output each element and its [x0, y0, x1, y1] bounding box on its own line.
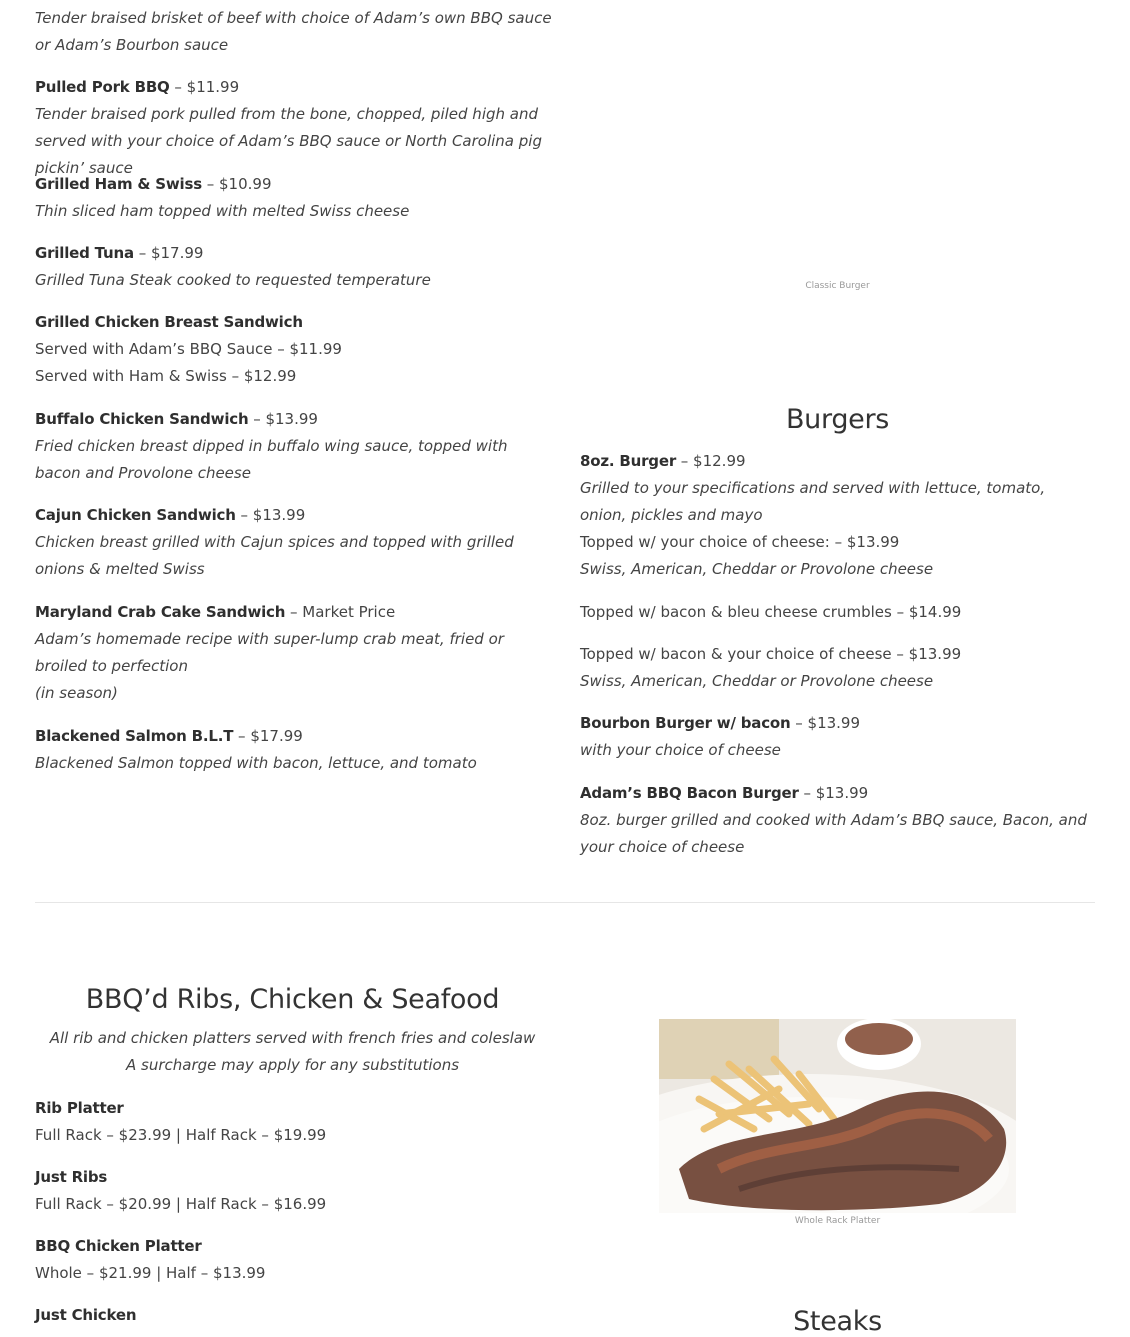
- brisket-description-block: [35, 5, 555, 59]
- item-option: Topped w/ bacon & bleu cheese crumbles – $14.99: [580, 603, 962, 621]
- menu-item-bourbon-burger: [580, 710, 1090, 764]
- item-option: Served with Ham & Swiss – $12.99: [35, 367, 297, 385]
- menu-option-bacon-bleu: [580, 599, 1090, 626]
- item-price: – $10.99: [201, 175, 272, 193]
- item-name: Just Chicken: [35, 1306, 137, 1324]
- item-description: Adam’s homemade recipe with super-lump crab meat, fried or broiled to perfection: [35, 630, 504, 675]
- item-name: 8oz. Burger: [580, 452, 677, 470]
- menu-item-8oz-burger: [580, 448, 1090, 583]
- menu-item-bbq-chicken-platter: [35, 1233, 555, 1287]
- rib-platter-photo: [659, 1019, 1016, 1213]
- menu-item-grilled-tuna: [35, 240, 555, 294]
- item-name: Cajun Chicken Sandwich: [35, 506, 236, 524]
- item-price: – Market Price: [285, 603, 396, 621]
- menu-item-blackened-salmon: [35, 723, 555, 777]
- item-price: – $12.99: [676, 452, 746, 470]
- item-name: Grilled Tuna: [35, 244, 134, 262]
- item-description: with your choice of cheese: [580, 741, 781, 759]
- item-option-description: Swiss, American, Cheddar or Provolone cheese: [580, 560, 934, 578]
- item-description: Chicken breast grilled with Cajun spices and topped with grilled onions & melted Swiss: [35, 533, 514, 578]
- item-name: Grilled Ham & Swiss: [35, 175, 202, 193]
- menu-option-bacon-cheese: [580, 641, 1090, 695]
- item-description: 8oz. burger grilled and cooked with Adam’s BBQ sauce, Bacon, and your choice of cheese: [580, 811, 1087, 856]
- item-name: BBQ Chicken Platter: [35, 1237, 202, 1255]
- burger-photo-caption: Classic Burger: [805, 281, 870, 291]
- item-option: Served with Adam’s BBQ Sauce – $11.99: [35, 340, 342, 358]
- item-description: Blackened Salmon topped with bacon, lettuce, and tomato: [35, 754, 477, 772]
- rib-platter-illustration: [659, 1019, 1016, 1213]
- item-option-description: Swiss, American, Cheddar or Provolone cheese: [580, 672, 934, 690]
- item-description: Tender braised brisket of beef with choice of Adam’s own BBQ sauce or Adam’s Bourbon sauce: [35, 9, 552, 54]
- menu-item-bbq-bacon-burger: [580, 780, 1090, 861]
- item-price: – $13.99: [248, 410, 318, 428]
- item-prices: Whole – $21.99 | Half – $13.99: [35, 1264, 266, 1282]
- item-price: – $11.99: [169, 78, 240, 96]
- menu-item-cajun-chicken: [35, 502, 555, 583]
- item-name: Buffalo Chicken Sandwich: [35, 410, 249, 428]
- item-name: Bourbon Burger w/ bacon: [580, 714, 791, 732]
- item-description: Thin sliced ham topped with melted Swiss cheese: [35, 202, 410, 220]
- ribs-chicken-seafood-heading: BBQ’d Ribs, Chicken & Seafood: [85, 984, 500, 1015]
- item-option: Topped w/ bacon & your choice of cheese – $13.99: [580, 645, 962, 663]
- menu-item-just-chicken: [35, 1302, 555, 1329]
- item-name: Blackened Salmon B.L.T: [35, 727, 234, 745]
- menu-item-rib-platter: [35, 1095, 555, 1149]
- item-name: Maryland Crab Cake Sandwich: [35, 603, 286, 621]
- item-description: Grilled to your specifications and served with lettuce, tomato, onion, pickles and mayo: [580, 479, 1046, 524]
- section-note: A surcharge may apply for any substitutions: [125, 1056, 460, 1074]
- item-name: Pulled Pork BBQ: [35, 78, 170, 96]
- item-name: Grilled Chicken Breast Sandwich: [35, 313, 303, 331]
- rib-photo-caption: Whole Rack Platter: [794, 1216, 881, 1226]
- item-price: – $13.99: [798, 784, 869, 802]
- menu-item-grilled-ham-swiss: [35, 171, 555, 225]
- item-price: – $13.99: [235, 506, 306, 524]
- item-option: Topped w/ your choice of cheese: – $13.99: [580, 533, 900, 551]
- menu-item-buffalo-chicken: [35, 406, 555, 487]
- menu-item-crab-cake: [35, 599, 555, 707]
- section-intro: All rib and chicken platters served with french fries and coleslaw: [49, 1029, 536, 1047]
- item-description: Tender braised pork pulled from the bone, chopped, piled high and served with your choice of Adam’s BBQ sauce or North Carolina pig pickin’ sauce: [35, 105, 542, 177]
- steaks-heading: Steaks: [793, 1306, 882, 1337]
- item-price: – $17.99: [233, 727, 303, 745]
- item-name: Just Ribs: [35, 1168, 108, 1186]
- item-description: Grilled Tuna Steak cooked to requested temperature: [35, 271, 431, 289]
- burgers-heading: Burgers: [785, 404, 890, 435]
- item-price: – $13.99: [790, 714, 861, 732]
- item-prices: Full Rack – $23.99 | Half Rack – $19.99: [35, 1126, 327, 1144]
- item-name: Adam’s BBQ Bacon Burger: [580, 784, 799, 802]
- section-divider: [35, 902, 1095, 903]
- menu-item-pulled-pork: [35, 74, 555, 182]
- item-prices: Full Rack – $20.99 | Half Rack – $16.99: [35, 1195, 327, 1213]
- item-price: – $17.99: [133, 244, 204, 262]
- item-note: (in season): [35, 684, 118, 702]
- item-name: Rib Platter: [35, 1099, 124, 1117]
- item-description: Fried chicken breast dipped in buffalo wing sauce, topped with bacon and Provolone cheese: [35, 437, 508, 482]
- menu-item-just-ribs: [35, 1164, 555, 1218]
- menu-item-grilled-chicken-breast: [35, 309, 555, 390]
